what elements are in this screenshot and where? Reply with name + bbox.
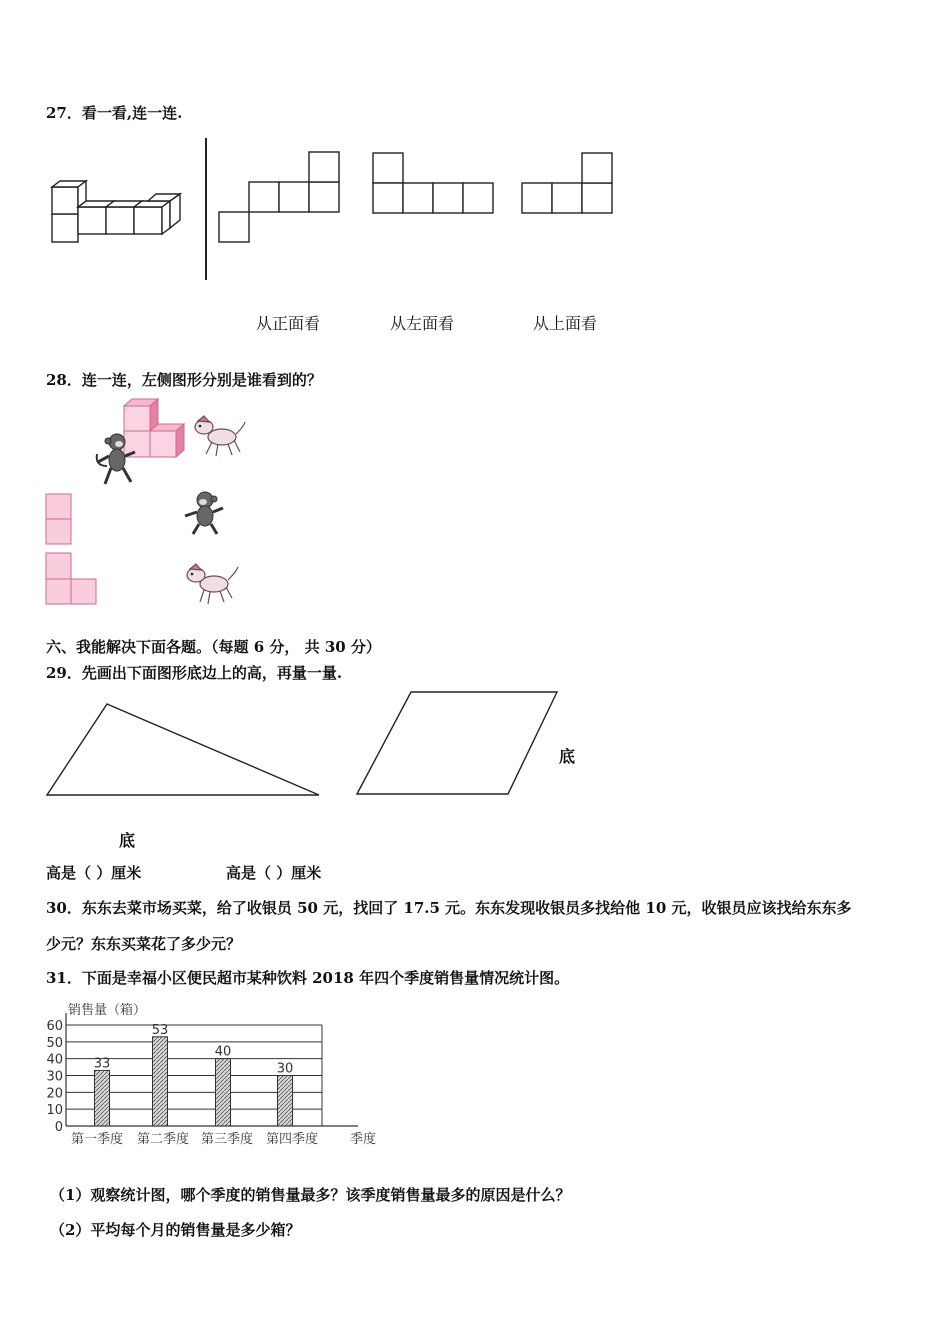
view-left-label: 从左面看 [390, 314, 455, 333]
q27-view-shape-1 [218, 151, 340, 243]
x-category-label: 第一季度 [70, 1132, 124, 1147]
y-tick-label: 60 [46, 1019, 63, 1034]
q27-solid-figure [48, 180, 188, 245]
q31-sub1: （1）观察统计图，哪个季度的销售量最多？该季度销售量最多的原因是什么？ [50, 1186, 571, 1204]
height-answer-left: 高是（ ）厘米 [46, 864, 142, 882]
x-category-label: 第四季度 [265, 1132, 319, 1147]
q29-triangle [45, 702, 325, 797]
q31-title: 31．下面是幸福小区便民超市某种饮料 2018 年四个季度销售量情况统计图。 [46, 969, 570, 987]
sales-bar-chart [40, 995, 377, 1150]
bar-data-label: 33 [93, 1056, 111, 1072]
bar-data-label: 30 [276, 1061, 294, 1077]
q28-title: 28．连一连，左侧图形分别是谁看到的？ [46, 371, 322, 389]
y-tick-label: 20 [46, 1086, 63, 1102]
q29-title: 29．先画出下面图形底边上的高，再量一量. [46, 664, 343, 682]
x-category-label: 第二季度 [136, 1132, 190, 1147]
q31-sub2: （2）平均每个月的销售量是多少箱？ [50, 1221, 301, 1239]
q27-divider [205, 138, 207, 280]
monkey-icon [181, 490, 227, 536]
q30-line1: 30．东东去菜市场买菜，给了收银员 50 元，找回了 17.5 元。东东发现收银员多找给他 10 元，收银员应该找给东东多 [46, 899, 852, 917]
x-category-label: 第三季度 [200, 1132, 254, 1147]
q30-line2: 少元？东东买菜花了多少元？ [46, 935, 242, 953]
view-top-label: 从上面看 [533, 314, 598, 333]
bar-data-label: 53 [151, 1022, 169, 1038]
y-axis-label: 销售量（箱） [68, 1003, 147, 1018]
section6-title: 六、我能解决下面各题。（每题 6 分， 共 30 分） [46, 638, 381, 656]
dog-icon [182, 562, 240, 606]
parallelogram-base-label: 底 [559, 747, 576, 766]
bar-data-label: 40 [214, 1044, 232, 1060]
q27-title: 27．看一看,连一连. [46, 104, 183, 122]
y-tick-label: 10 [46, 1103, 63, 1119]
bar-4 [278, 1076, 293, 1127]
y-tick-label: 50 [46, 1035, 63, 1051]
dog-icon [190, 414, 246, 458]
triangle-base-label: 底 [119, 831, 136, 850]
y-tick-label: 0 [54, 1120, 63, 1135]
y-tick-label: 40 [46, 1052, 63, 1068]
view-front-label: 从正面看 [256, 314, 321, 333]
x-axis-label: 季度 [350, 1132, 377, 1147]
bar-3 [216, 1059, 231, 1126]
q29-parallelogram [355, 690, 560, 796]
y-tick-label: 30 [46, 1069, 63, 1085]
q28-option-2-shape [45, 552, 99, 606]
monkey-icon [93, 432, 139, 488]
q27-view-shape-3 [521, 152, 613, 214]
bar-2 [153, 1037, 168, 1126]
q27-view-shape-2 [372, 152, 494, 214]
height-answer-right: 高是（ ）厘米 [226, 864, 322, 882]
bar-1 [95, 1070, 110, 1126]
q28-option-1-shape [45, 493, 73, 545]
